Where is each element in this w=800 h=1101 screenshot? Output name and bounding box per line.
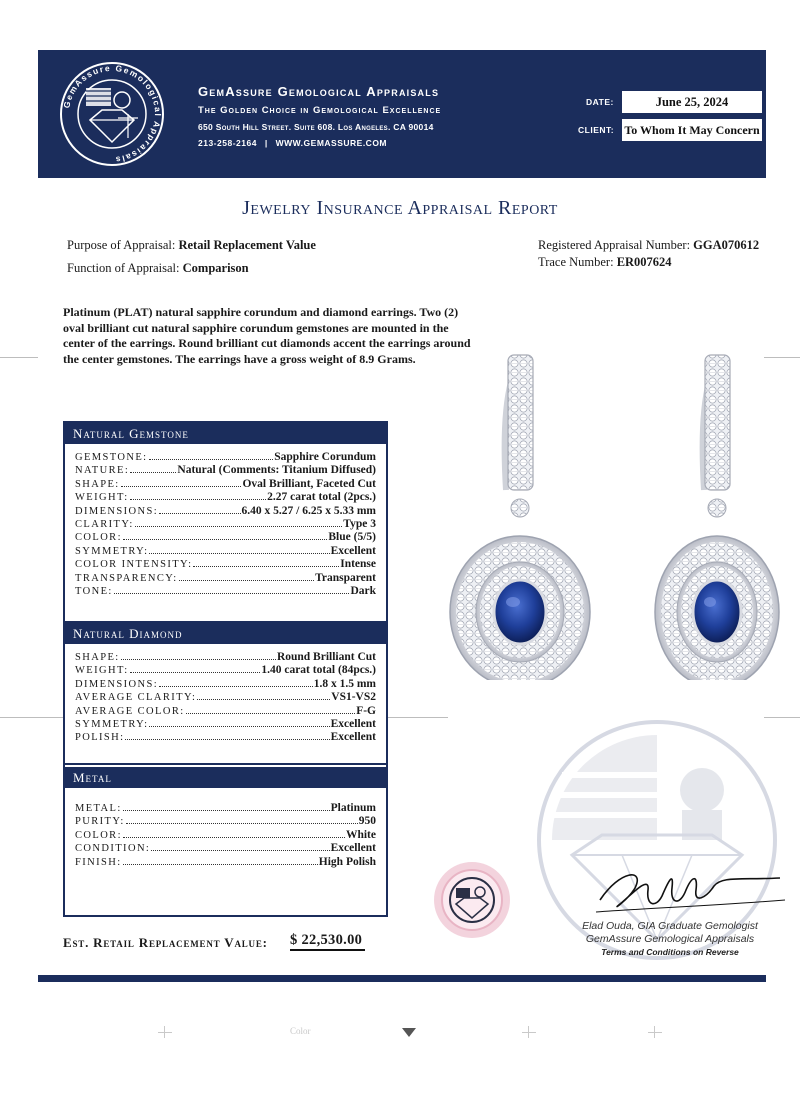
company-name: GemAssure Gemological Appraisals: [198, 84, 440, 99]
leader-dots: [123, 810, 330, 811]
diamond-spec-row: [75, 731, 376, 744]
gemstone-spec-value: 2.27 carat total (2pcs.): [267, 491, 376, 504]
gemstone-spec-label: WEIGHT:: [75, 492, 129, 504]
leader-dots: [193, 566, 339, 567]
gemstone-spec-label: COLOR INTENSITY:: [75, 559, 193, 571]
diamond-spec-row: [75, 691, 376, 704]
gemstone-spec-value: Blue (5/5): [328, 531, 376, 544]
purpose-value: Retail Replacement Value: [178, 238, 316, 252]
metal-spec-label: FINISH:: [75, 856, 122, 868]
metal-spec-value: Platinum: [330, 802, 376, 814]
function-value: Comparison: [182, 261, 249, 275]
gemstone-spec-label: CLARITY:: [75, 518, 134, 530]
client-label: CLIENT:: [578, 125, 615, 135]
metal-spec-label: CONDITION:: [75, 843, 151, 855]
gemstone-spec-label: DIMENSIONS:: [75, 505, 159, 517]
leader-dots: [186, 713, 356, 714]
metal-spec-label: METAL:: [75, 803, 122, 814]
metal-spec-value: 950: [358, 815, 376, 828]
metal-spec-value: White: [345, 828, 376, 841]
leader-dots: [130, 672, 261, 673]
gemstone-spec-label: SYMMETRY:: [75, 545, 149, 557]
leader-dots: [130, 472, 176, 473]
date-label: DATE:: [586, 97, 614, 107]
diamond-spec-row: [75, 705, 376, 718]
gemstone-spec-row: [75, 572, 376, 585]
metal-spec-row: [75, 815, 376, 828]
natural-gemstone-box: [63, 421, 388, 623]
gemstone-spec-value: Excellent: [330, 544, 376, 557]
gemstone-spec-label: TONE:: [75, 585, 113, 597]
metal-rows: [65, 788, 386, 869]
contact-separator: |: [264, 138, 268, 148]
metal-spec-row: [75, 842, 376, 855]
diamond-spec-row: [75, 664, 376, 677]
scan-line-left-upper: [0, 357, 38, 358]
leader-dots: [151, 850, 329, 851]
gemstone-spec-row: [75, 491, 376, 504]
diamond-spec-label: POLISH:: [75, 732, 125, 744]
leader-dots: [130, 499, 266, 500]
item-description: Platinum (PLAT) natural sapphire corundum and diamond earrings. Two (2) oval brilliant cut natural sapphire corundum gemstones are mounted in the center of the earrings. Round brilliant cut diamonds accent the earrings around the center gemstones. The earrings have a gross weight of 8.9 Grams.: [63, 305, 471, 366]
company-tagline: The Golden Choice in Gemological Excellence: [198, 105, 442, 116]
diamond-spec-row: [75, 651, 376, 664]
metal-spec-label: COLOR:: [75, 829, 122, 841]
footer-bar: [38, 975, 766, 982]
gemstone-spec-label: NATURE:: [75, 465, 130, 477]
leader-dots: [149, 726, 329, 727]
gemstone-spec-row: [75, 478, 376, 491]
gemstone-spec-value: Intense: [340, 558, 376, 571]
company-address: 650 South Hill Street. Suite 608. Los Angeles. CA 90014: [198, 122, 434, 132]
registration-mark-left: [158, 1026, 172, 1040]
natural-gemstone-title: Natural Gemstone: [65, 423, 386, 444]
metal-spec-row: [75, 829, 376, 842]
diamond-spec-value: VS1-VS2: [331, 691, 376, 704]
natural-gemstone-rows: [65, 444, 386, 598]
right-earring: [655, 355, 779, 680]
color-scan-mark: Color: [290, 1026, 311, 1036]
registration-mark-right: [648, 1026, 662, 1040]
diamond-spec-value: 1.40 carat total (84pcs.): [261, 664, 376, 677]
company-phone: 213-258-2164: [198, 138, 257, 148]
gemstone-spec-row: [75, 464, 376, 477]
signature-block: [560, 920, 780, 959]
est-value-label: Est. Retail Replacement Value:: [63, 935, 268, 950]
diamond-spec-value: Excellent: [330, 717, 376, 730]
diamond-spec-label: SYMMETRY:: [75, 718, 149, 730]
leader-dots: [121, 659, 276, 660]
metal-spec-row: [75, 856, 376, 869]
gemstone-spec-value: Natural (Comments: Titanium Diffused): [177, 464, 376, 477]
diamond-spec-row: [75, 678, 376, 691]
leader-dots: [179, 580, 314, 581]
metal-box: [63, 765, 388, 917]
gemstone-spec-value: Sapphire Corundum: [274, 451, 376, 463]
diamond-spec-label: AVERAGE CLARITY:: [75, 692, 197, 704]
gemstone-spec-value: Dark: [350, 584, 376, 597]
leader-dots: [123, 539, 327, 540]
diamond-spec-value: Excellent: [330, 731, 376, 744]
est-value-amount: $ 22,530.00: [290, 932, 365, 951]
leader-dots: [126, 823, 358, 824]
company-contact: [198, 138, 387, 148]
left-earring: [450, 355, 590, 680]
report-title: Jewelry Insurance Appraisal Report: [242, 197, 558, 219]
gemstone-spec-label: COLOR:: [75, 532, 122, 544]
appraiser-company: GemAssure Gemological Appraisals: [585, 933, 755, 945]
metal-spec-label: PURITY:: [75, 816, 125, 828]
date-value: June 25, 2024: [622, 91, 762, 113]
metal-spec-row: [75, 802, 376, 815]
leader-dots: [159, 513, 240, 514]
registered-value: GGA070612: [693, 238, 760, 252]
earrings-photo: [420, 350, 800, 680]
metal-title: Metal: [65, 767, 386, 788]
function-label: Function of Appraisal:: [67, 261, 180, 275]
leader-dots: [125, 739, 329, 740]
leader-dots: [121, 486, 242, 487]
appraiser-name: Elad Ouda, GIA Graduate Gemologist: [582, 920, 758, 932]
leader-dots: [149, 553, 329, 554]
gemstone-spec-value: 6.40 x 5.27 / 6.25 x 5.33 mm: [241, 504, 376, 517]
leader-dots: [123, 837, 345, 838]
natural-diamond-title: Natural Diamond: [65, 623, 386, 644]
trace-value: ER007624: [616, 255, 672, 269]
purpose-label: Purpose of Appraisal:: [67, 238, 176, 252]
scan-line-mid-lower: [388, 717, 448, 718]
company-website: WWW.GEMASSURE.COM: [275, 138, 388, 148]
gemstone-spec-label: GEMSTONE:: [75, 452, 148, 463]
gemstone-spec-value: Oval Brilliant, Faceted Cut: [242, 477, 376, 490]
gemstone-spec-row: [75, 518, 376, 531]
diamond-spec-row: [75, 718, 376, 731]
gemstone-spec-value: Type 3: [343, 517, 376, 530]
gemstone-spec-row: [75, 545, 376, 558]
purpose-of-appraisal: [67, 238, 316, 253]
hologram-seal: [432, 860, 512, 940]
appraiser-signature: [590, 860, 790, 920]
svg-text:GemAssure Gemological Appraisa: GemAssure Gemological Appraisals: [61, 62, 164, 166]
leader-dots: [149, 459, 274, 460]
trace-number: [538, 255, 672, 270]
metal-spec-value: High Polish: [318, 855, 376, 868]
natural-diamond-rows: [65, 644, 386, 745]
gemstone-spec-label: TRANSPARENCY:: [75, 572, 178, 584]
leader-dots: [123, 864, 318, 865]
leader-dots: [135, 526, 343, 527]
diamond-spec-value: 1.8 x 1.5 mm: [313, 677, 376, 690]
diamond-spec-label: SHAPE:: [75, 652, 120, 663]
natural-diamond-box: [63, 623, 388, 765]
company-seal-logo: [58, 60, 166, 168]
leader-dots: [114, 593, 350, 594]
gemstone-spec-row: [75, 451, 376, 464]
diamond-spec-label: DIMENSIONS:: [75, 678, 159, 690]
registered-appraisal-number: [538, 238, 759, 253]
registered-label: Registered Appraisal Number:: [538, 238, 691, 252]
gemstone-spec-label: SHAPE:: [75, 478, 120, 490]
function-of-appraisal: [67, 261, 249, 276]
scan-line-left-lower: [0, 717, 63, 718]
gemstone-spec-row: [75, 558, 376, 571]
diamond-spec-label: AVERAGE COLOR:: [75, 705, 185, 717]
header-banner: [38, 50, 766, 178]
terms-note: Terms and Conditions on Reverse: [601, 947, 739, 957]
diamond-spec-label: WEIGHT:: [75, 665, 129, 677]
registration-mark-mid: [522, 1026, 536, 1040]
client-value: To Whom It May Concern: [622, 119, 762, 141]
diamond-spec-value: F-G: [356, 704, 376, 717]
trace-label: Trace Number:: [538, 255, 614, 269]
leader-dots: [159, 686, 313, 687]
gemstone-spec-value: Transparent: [315, 571, 376, 584]
gemstone-spec-row: [75, 531, 376, 544]
gemstone-spec-row: [75, 585, 376, 598]
metal-spec-value: Excellent: [330, 842, 376, 855]
registration-arrow: [402, 1028, 416, 1037]
gemstone-spec-row: [75, 505, 376, 518]
diamond-spec-value: Round Brilliant Cut: [276, 651, 376, 663]
leader-dots: [197, 699, 330, 700]
